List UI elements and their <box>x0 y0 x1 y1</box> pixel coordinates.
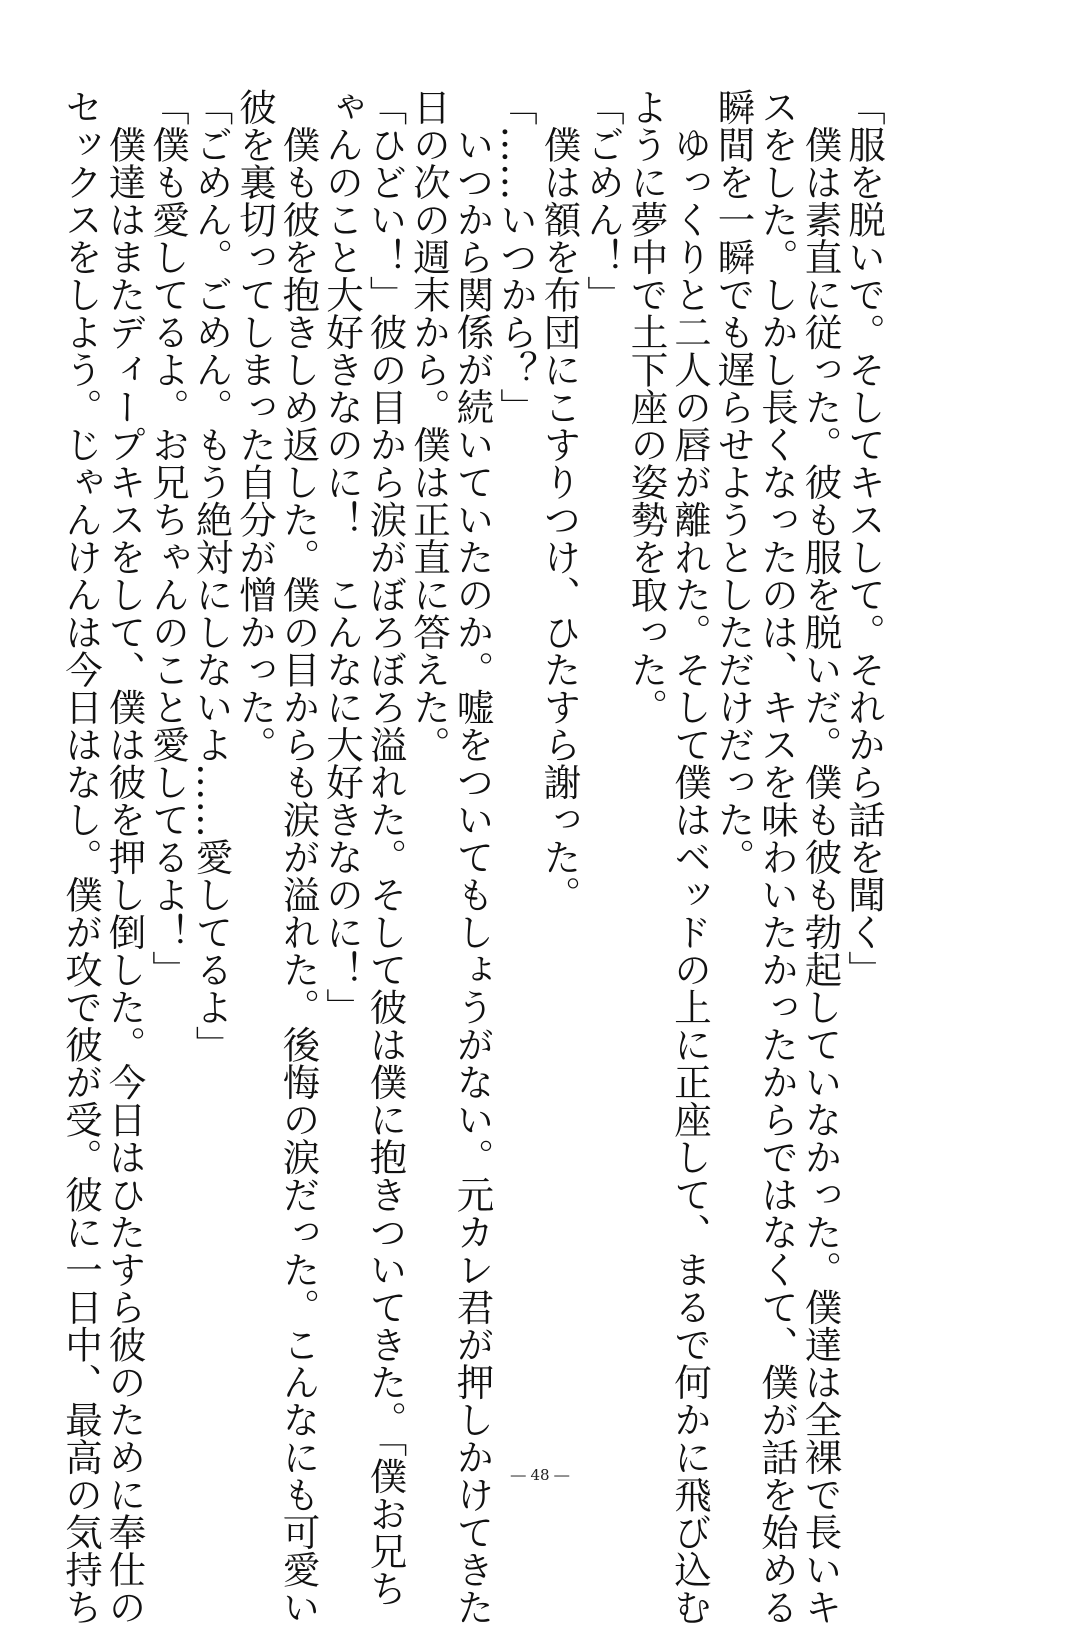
text-line: 彼を裏切ってしまった自分が憎かった。 <box>233 88 277 763</box>
text-line: 「ごめん！」 <box>581 88 625 313</box>
text-line: ように夢中で土下座の姿勢を取った。 <box>624 88 669 726</box>
text-line: 日の次の週末から。僕は正直に答えた。 <box>407 88 451 763</box>
text-line: セックスをしよう。じゃんけんは今日はなし。僕が攻で彼が受。彼に一日中、最高の気持ち <box>59 88 103 1626</box>
text-line: 僕は素直に従った。彼も服を脱いだ。僕も彼も勃起していなかった。僕達は全裸で長いキ <box>798 88 843 1626</box>
text-line: 「僕も愛してるよ。お兄ちゃんのこと愛してるよ！」 <box>146 88 190 988</box>
text-line: 瞬間を一瞬でも遅らせようとしただけだった。 <box>711 88 756 876</box>
text-line: 僕も彼を抱きしめ返した。僕の目からも涙が溢れた。後悔の涙だった。こんなにも可愛い <box>276 88 321 1626</box>
text-line: いつから関係が続いていたのか。嘘をついてもしょうがない。元カレ君が押しかけてきた <box>450 88 495 1626</box>
text-line: 僕達はまたディープキスをして、僕は彼を押し倒した。今日はひたすら彼のために奉仕の <box>102 88 147 1626</box>
text-line: 「ごめん。ごめん。もう絶対にしないよ……愛してるよ」 <box>189 88 234 1063</box>
text-line: 「服を脱いで。そしてキスして。それから話を聞く」 <box>842 88 886 988</box>
text-line: スをした。しかし長くなったのは、キスを味わいたかったからではなくて、僕が話を始める <box>755 88 799 1626</box>
page-number: ― 48 ― <box>510 1466 570 1484</box>
text-line: ゆっくりと二人の唇が離れた。そして僕はベッドの上に正座して、まるで何かに飛び込む <box>668 88 712 1626</box>
text-line: ゃんのこと大好きなのに！ こんなに大好きなのに！」 <box>320 88 364 1026</box>
text-line: 僕は額を布団にこすりつけ、ひたすら謝った。 <box>537 88 582 913</box>
text-line: 「ひどい！」彼の目から涙がぼろぼろ溢れた。そして彼は僕に抱きついてきた。「僕お兄ち <box>363 88 408 1607</box>
text-line: 「……いつから？」 <box>494 88 538 426</box>
